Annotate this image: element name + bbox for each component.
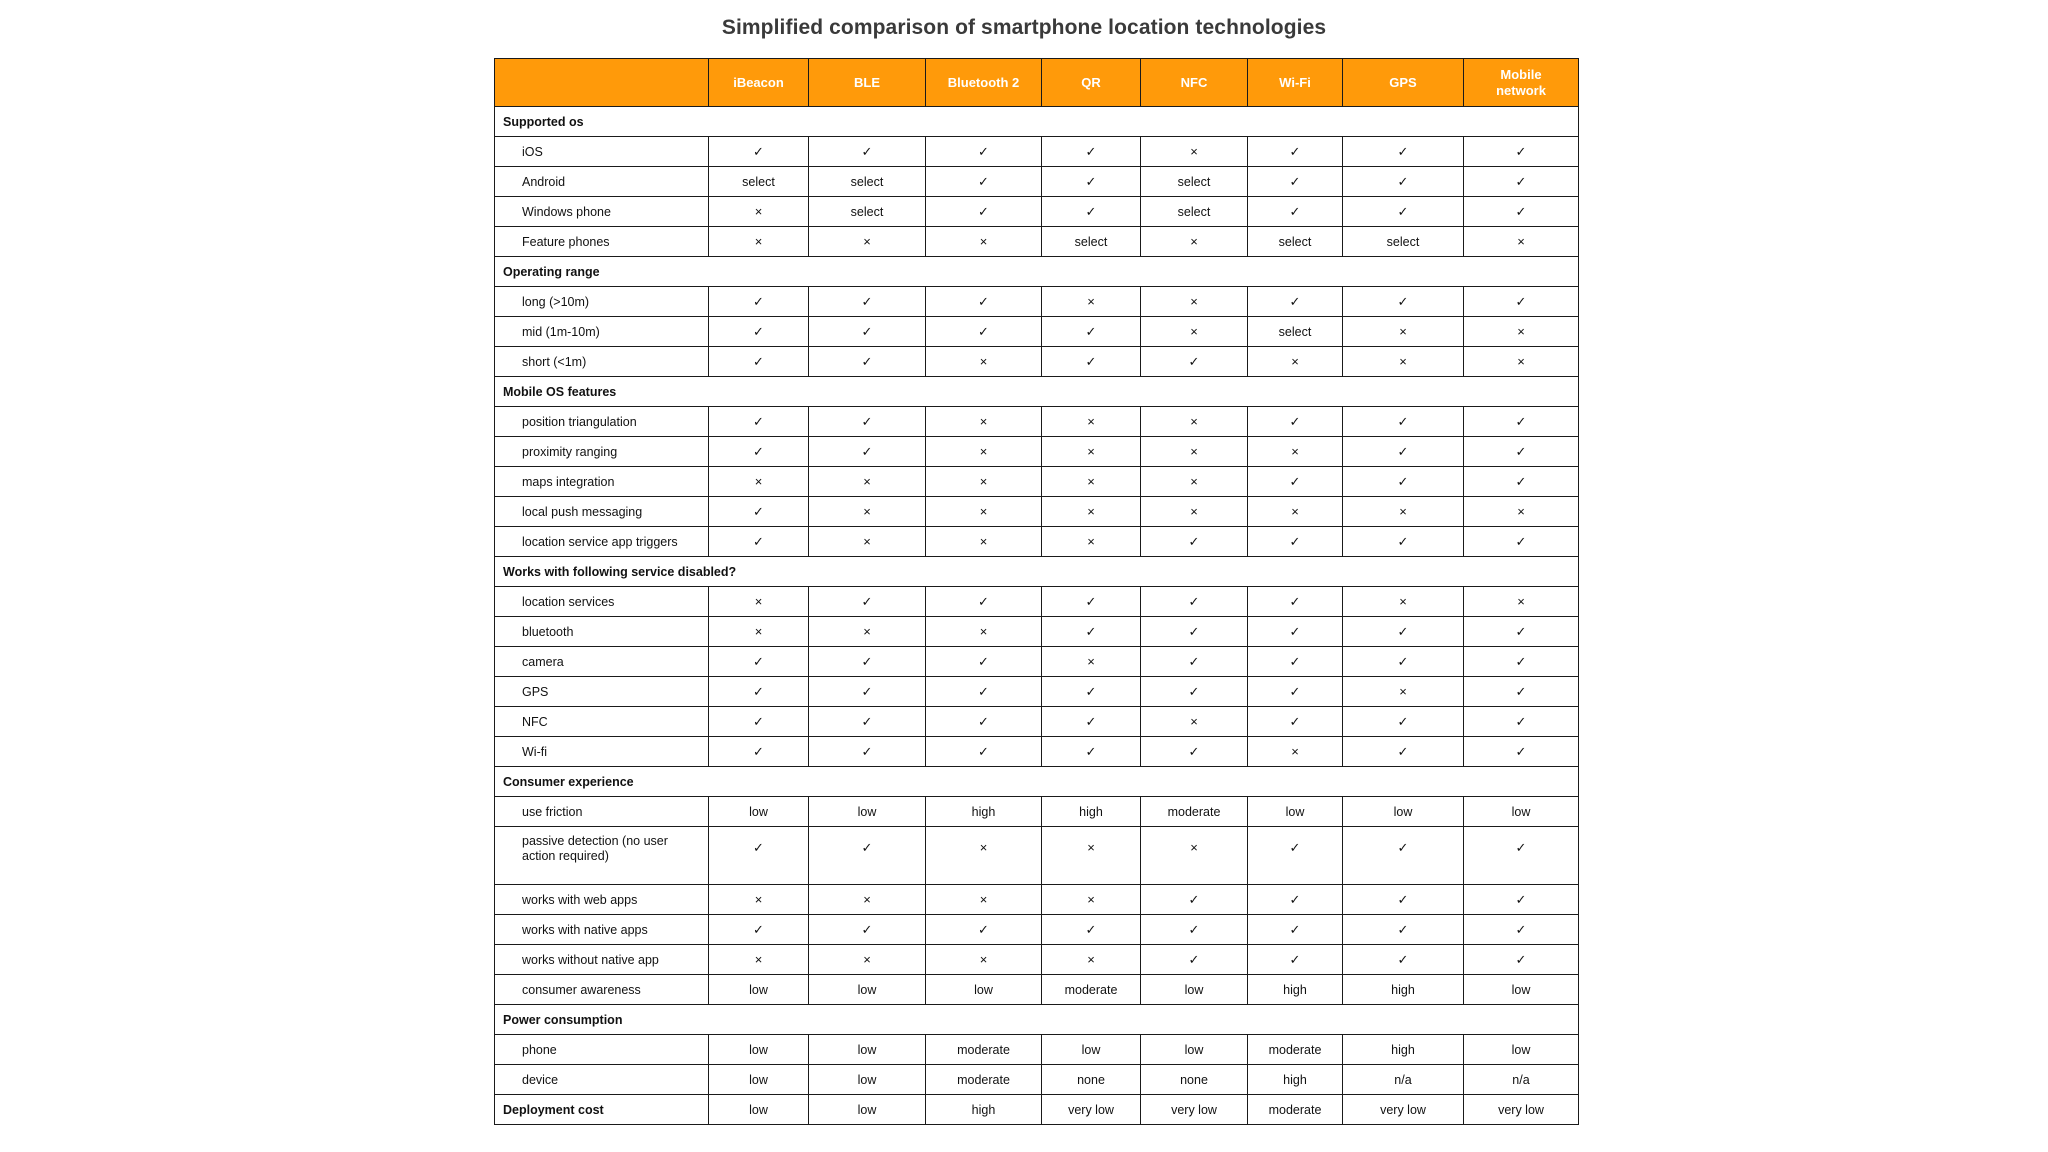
check-mark: ✓ [1248, 167, 1343, 197]
cross-mark: × [1343, 347, 1464, 377]
check-mark: ✓ [1248, 885, 1343, 915]
table-row [495, 497, 1579, 527]
table-cell: high [1343, 1035, 1464, 1065]
check-mark: ✓ [1343, 737, 1464, 767]
section-heading: Supported os [495, 107, 1579, 137]
check-mark: ✓ [1343, 647, 1464, 677]
table-cell: n/a [1464, 1065, 1579, 1095]
check-mark: ✓ [1343, 617, 1464, 647]
check-mark: ✓ [709, 677, 809, 707]
row-label: use friction [495, 797, 709, 827]
table-cell: low [1248, 797, 1343, 827]
cross-mark: × [1343, 677, 1464, 707]
check-mark: ✓ [709, 915, 809, 945]
check-mark: ✓ [1464, 885, 1579, 915]
check-mark: ✓ [1248, 707, 1343, 737]
table-row [495, 945, 1579, 975]
cross-mark: × [1343, 317, 1464, 347]
table-cell: moderate [1248, 1035, 1343, 1065]
check-mark: ✓ [1464, 617, 1579, 647]
table-cell: select [1248, 317, 1343, 347]
check-mark: ✓ [709, 737, 809, 767]
check-mark: ✓ [1141, 617, 1248, 647]
check-mark: ✓ [809, 137, 926, 167]
cross-mark: × [926, 467, 1042, 497]
table-cell: moderate [1042, 975, 1141, 1005]
cross-mark: × [1141, 317, 1248, 347]
cross-mark: × [1141, 137, 1248, 167]
check-mark: ✓ [709, 827, 809, 885]
row-label: Deployment cost [495, 1095, 709, 1125]
table-cell: high [1343, 975, 1464, 1005]
table-cell: low [709, 1035, 809, 1065]
check-mark: ✓ [709, 437, 809, 467]
check-mark: ✓ [1042, 617, 1141, 647]
section-heading: Mobile OS features [495, 377, 1579, 407]
table-cell: low [809, 1065, 926, 1095]
check-mark: ✓ [809, 347, 926, 377]
cross-mark: × [1248, 497, 1343, 527]
cross-mark: × [1464, 317, 1579, 347]
cross-mark: × [1464, 497, 1579, 527]
row-label: short (<1m) [495, 347, 709, 377]
check-mark: ✓ [1343, 885, 1464, 915]
cross-mark: × [709, 945, 809, 975]
check-mark: ✓ [1464, 527, 1579, 557]
cross-mark: × [1248, 347, 1343, 377]
check-mark: ✓ [1141, 945, 1248, 975]
row-label: mid (1m-10m) [495, 317, 709, 347]
table-cell: select [709, 167, 809, 197]
table-cell: select [1042, 227, 1141, 257]
check-mark: ✓ [1141, 737, 1248, 767]
check-mark: ✓ [1042, 197, 1141, 227]
check-mark: ✓ [1464, 647, 1579, 677]
cross-mark: × [1141, 437, 1248, 467]
table-cell: low [809, 797, 926, 827]
table-row [495, 647, 1579, 677]
column-header-gps: GPS [1343, 59, 1464, 107]
table-cell: low [1042, 1035, 1141, 1065]
check-mark: ✓ [1141, 347, 1248, 377]
cross-mark: × [1042, 945, 1141, 975]
table-cell: none [1141, 1065, 1248, 1095]
check-mark: ✓ [1464, 707, 1579, 737]
check-mark: ✓ [709, 527, 809, 557]
table-cell: low [709, 1065, 809, 1095]
cross-mark: × [926, 437, 1042, 467]
check-mark: ✓ [1343, 945, 1464, 975]
cross-mark: × [926, 945, 1042, 975]
cross-mark: × [809, 467, 926, 497]
check-mark: ✓ [709, 347, 809, 377]
check-mark: ✓ [1141, 677, 1248, 707]
row-label: GPS [495, 677, 709, 707]
table-cell: select [809, 167, 926, 197]
row-label: Windows phone [495, 197, 709, 227]
check-mark: ✓ [1042, 347, 1141, 377]
check-mark: ✓ [926, 707, 1042, 737]
check-mark: ✓ [809, 827, 926, 885]
header-corner [495, 59, 709, 107]
table-row [495, 1035, 1579, 1065]
check-mark: ✓ [709, 497, 809, 527]
check-mark: ✓ [1343, 197, 1464, 227]
row-label: iOS [495, 137, 709, 167]
check-mark: ✓ [1042, 167, 1141, 197]
row-label: Feature phones [495, 227, 709, 257]
table-cell: low [1464, 975, 1579, 1005]
table-row [495, 167, 1579, 197]
check-mark: ✓ [1343, 287, 1464, 317]
check-mark: ✓ [1248, 945, 1343, 975]
check-mark: ✓ [1464, 677, 1579, 707]
check-mark: ✓ [1343, 137, 1464, 167]
table-row [495, 797, 1579, 827]
table-cell: low [1141, 975, 1248, 1005]
check-mark: ✓ [1248, 587, 1343, 617]
check-mark: ✓ [709, 707, 809, 737]
check-mark: ✓ [1464, 467, 1579, 497]
check-mark: ✓ [1343, 527, 1464, 557]
table-cell: very low [1464, 1095, 1579, 1125]
cross-mark: × [1141, 707, 1248, 737]
section-row [495, 107, 1579, 137]
table-cell: high [926, 1095, 1042, 1125]
table-cell: high [1248, 1065, 1343, 1095]
row-label: passive detection (no user action required) [495, 827, 709, 885]
row-label: long (>10m) [495, 287, 709, 317]
table-cell: low [1464, 1035, 1579, 1065]
table-cell: low [709, 797, 809, 827]
cross-mark: × [1042, 467, 1141, 497]
cross-mark: × [926, 527, 1042, 557]
check-mark: ✓ [1248, 467, 1343, 497]
check-mark: ✓ [1464, 167, 1579, 197]
table-cell: select [809, 197, 926, 227]
cross-mark: × [1343, 587, 1464, 617]
section-row [495, 1005, 1579, 1035]
table-row [495, 287, 1579, 317]
check-mark: ✓ [926, 137, 1042, 167]
section-heading: Works with following service disabled? [495, 557, 1579, 587]
cross-mark: × [709, 587, 809, 617]
check-mark: ✓ [809, 587, 926, 617]
check-mark: ✓ [1343, 827, 1464, 885]
row-label: proximity ranging [495, 437, 709, 467]
table-cell: very low [1141, 1095, 1248, 1125]
check-mark: ✓ [709, 317, 809, 347]
cross-mark: × [926, 617, 1042, 647]
table-cell: select [1141, 197, 1248, 227]
check-mark: ✓ [1248, 677, 1343, 707]
check-mark: ✓ [1042, 915, 1141, 945]
check-mark: ✓ [1464, 737, 1579, 767]
table-row [495, 1065, 1579, 1095]
cross-mark: × [926, 497, 1042, 527]
table-cell: moderate [926, 1035, 1042, 1065]
column-header-wi-fi: Wi-Fi [1248, 59, 1343, 107]
row-label: works with web apps [495, 885, 709, 915]
cross-mark: × [1042, 497, 1141, 527]
table-cell: very low [1343, 1095, 1464, 1125]
cross-mark: × [926, 227, 1042, 257]
check-mark: ✓ [1464, 437, 1579, 467]
row-label: NFC [495, 707, 709, 737]
cross-mark: × [809, 227, 926, 257]
table-cell: low [1343, 797, 1464, 827]
cross-mark: × [1141, 827, 1248, 885]
cross-mark: × [926, 885, 1042, 915]
row-label: location service app triggers [495, 527, 709, 557]
check-mark: ✓ [1343, 167, 1464, 197]
check-mark: ✓ [809, 915, 926, 945]
check-mark: ✓ [1141, 885, 1248, 915]
column-header-ble: BLE [809, 59, 926, 107]
table-row [495, 707, 1579, 737]
check-mark: ✓ [809, 287, 926, 317]
check-mark: ✓ [1343, 707, 1464, 737]
check-mark: ✓ [1248, 915, 1343, 945]
cross-mark: × [709, 227, 809, 257]
cross-mark: × [1042, 827, 1141, 885]
check-mark: ✓ [926, 677, 1042, 707]
table-body [495, 107, 1579, 1125]
cross-mark: × [709, 617, 809, 647]
table-cell: high [1042, 797, 1141, 827]
table-row [495, 227, 1579, 257]
check-mark: ✓ [1248, 647, 1343, 677]
cross-mark: × [1464, 227, 1579, 257]
cross-mark: × [809, 885, 926, 915]
cross-mark: × [1042, 437, 1141, 467]
cross-mark: × [1464, 587, 1579, 617]
table-cell: select [1141, 167, 1248, 197]
section-heading: Power consumption [495, 1005, 1579, 1035]
check-mark: ✓ [809, 407, 926, 437]
table-row [495, 197, 1579, 227]
cross-mark: × [926, 407, 1042, 437]
check-mark: ✓ [1141, 527, 1248, 557]
table-cell: low [809, 1035, 926, 1065]
cross-mark: × [1042, 885, 1141, 915]
comparison-table [494, 58, 1579, 1125]
page-title: Simplified comparison of smartphone location technologies [721, 16, 1327, 39]
check-mark: ✓ [1042, 587, 1141, 617]
cross-mark: × [809, 497, 926, 527]
check-mark: ✓ [809, 707, 926, 737]
row-label: local push messaging [495, 497, 709, 527]
table-cell: low [1141, 1035, 1248, 1065]
check-mark: ✓ [1248, 197, 1343, 227]
row-label: works with native apps [495, 915, 709, 945]
section-row [495, 377, 1579, 407]
check-mark: ✓ [1248, 527, 1343, 557]
cross-mark: × [1042, 527, 1141, 557]
check-mark: ✓ [709, 137, 809, 167]
check-mark: ✓ [1464, 287, 1579, 317]
table-row [495, 827, 1579, 885]
table-row [495, 677, 1579, 707]
check-mark: ✓ [926, 647, 1042, 677]
check-mark: ✓ [926, 167, 1042, 197]
table-cell: low [709, 975, 809, 1005]
row-label: location services [495, 587, 709, 617]
cross-mark: × [709, 885, 809, 915]
section-heading: Consumer experience [495, 767, 1579, 797]
table-row [495, 317, 1579, 347]
column-header-bluetooth-2: Bluetooth 2 [926, 59, 1042, 107]
cross-mark: × [926, 827, 1042, 885]
row-label: Android [495, 167, 709, 197]
cross-mark: × [1042, 287, 1141, 317]
check-mark: ✓ [1464, 197, 1579, 227]
cross-mark: × [1464, 347, 1579, 377]
cross-mark: × [1343, 497, 1464, 527]
table-cell: moderate [1248, 1095, 1343, 1125]
check-mark: ✓ [809, 317, 926, 347]
check-mark: ✓ [926, 287, 1042, 317]
table-cell: low [809, 1095, 926, 1125]
table-cell: moderate [926, 1065, 1042, 1095]
check-mark: ✓ [1248, 617, 1343, 647]
check-mark: ✓ [1042, 677, 1141, 707]
check-mark: ✓ [1343, 437, 1464, 467]
column-header-nfc: NFC [1141, 59, 1248, 107]
check-mark: ✓ [926, 587, 1042, 617]
section-heading: Operating range [495, 257, 1579, 287]
row-label: consumer awareness [495, 975, 709, 1005]
row-label: camera [495, 647, 709, 677]
check-mark: ✓ [1042, 737, 1141, 767]
cross-mark: × [1248, 737, 1343, 767]
check-mark: ✓ [1464, 827, 1579, 885]
check-mark: ✓ [1464, 407, 1579, 437]
table-row [495, 1095, 1579, 1125]
cross-mark: × [809, 945, 926, 975]
table-row [495, 407, 1579, 437]
check-mark: ✓ [926, 197, 1042, 227]
table-row [495, 587, 1579, 617]
table-row [495, 915, 1579, 945]
check-mark: ✓ [1464, 945, 1579, 975]
table-row [495, 527, 1579, 557]
check-mark: ✓ [1343, 915, 1464, 945]
check-mark: ✓ [1042, 317, 1141, 347]
table-row [495, 975, 1579, 1005]
row-label: device [495, 1065, 709, 1095]
table-row [495, 347, 1579, 377]
table-row [495, 617, 1579, 647]
header-row [495, 59, 1579, 107]
table-cell: low [809, 975, 926, 1005]
check-mark: ✓ [1464, 137, 1579, 167]
check-mark: ✓ [709, 407, 809, 437]
cross-mark: × [1141, 407, 1248, 437]
row-label: works without native app [495, 945, 709, 975]
cross-mark: × [709, 467, 809, 497]
row-label: Wi-fi [495, 737, 709, 767]
cross-mark: × [1141, 287, 1248, 317]
cross-mark: × [1042, 647, 1141, 677]
table-cell: select [1248, 227, 1343, 257]
check-mark: ✓ [926, 317, 1042, 347]
check-mark: ✓ [809, 437, 926, 467]
table-cell: moderate [1141, 797, 1248, 827]
check-mark: ✓ [1248, 407, 1343, 437]
row-label: position triangulation [495, 407, 709, 437]
section-row [495, 557, 1579, 587]
table-row [495, 467, 1579, 497]
column-header-ibeacon: iBeacon [709, 59, 809, 107]
row-label: bluetooth [495, 617, 709, 647]
check-mark: ✓ [1343, 407, 1464, 437]
table-cell: low [926, 975, 1042, 1005]
check-mark: ✓ [809, 677, 926, 707]
check-mark: ✓ [709, 647, 809, 677]
check-mark: ✓ [1343, 467, 1464, 497]
check-mark: ✓ [1248, 137, 1343, 167]
check-mark: ✓ [926, 737, 1042, 767]
cross-mark: × [1141, 467, 1248, 497]
table-cell: high [926, 797, 1042, 827]
check-mark: ✓ [1248, 827, 1343, 885]
row-label: maps integration [495, 467, 709, 497]
column-header-mobile-network: Mobile network [1464, 59, 1579, 107]
cross-mark: × [1042, 407, 1141, 437]
cross-mark: × [926, 347, 1042, 377]
cross-mark: × [1141, 227, 1248, 257]
cross-mark: × [1248, 437, 1343, 467]
table-cell: low [709, 1095, 809, 1125]
table-cell: low [1464, 797, 1579, 827]
table-row [495, 437, 1579, 467]
table-row [495, 737, 1579, 767]
check-mark: ✓ [1248, 287, 1343, 317]
section-row [495, 767, 1579, 797]
table-row [495, 137, 1579, 167]
table-cell: high [1248, 975, 1343, 1005]
table-cell: n/a [1343, 1065, 1464, 1095]
cross-mark: × [809, 617, 926, 647]
check-mark: ✓ [1042, 707, 1141, 737]
check-mark: ✓ [1464, 915, 1579, 945]
check-mark: ✓ [809, 737, 926, 767]
cross-mark: × [709, 197, 809, 227]
check-mark: ✓ [1141, 915, 1248, 945]
check-mark: ✓ [1042, 137, 1141, 167]
cross-mark: × [809, 527, 926, 557]
table-row [495, 885, 1579, 915]
table-cell: select [1343, 227, 1464, 257]
check-mark: ✓ [926, 915, 1042, 945]
cross-mark: × [1141, 497, 1248, 527]
column-header-qr: QR [1042, 59, 1141, 107]
check-mark: ✓ [809, 647, 926, 677]
check-mark: ✓ [709, 287, 809, 317]
check-mark: ✓ [1141, 647, 1248, 677]
table-cell: none [1042, 1065, 1141, 1095]
check-mark: ✓ [1141, 587, 1248, 617]
row-label: phone [495, 1035, 709, 1065]
table-cell: very low [1042, 1095, 1141, 1125]
section-row [495, 257, 1579, 287]
